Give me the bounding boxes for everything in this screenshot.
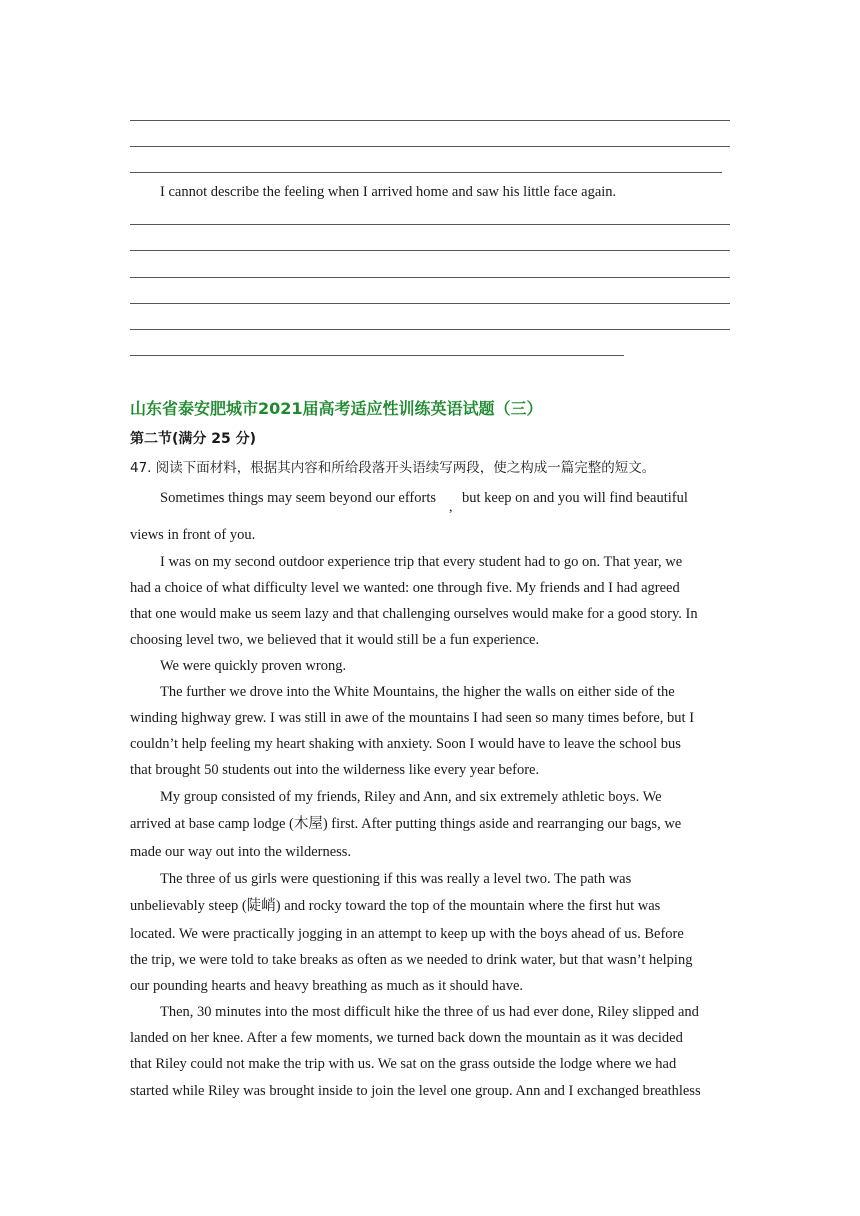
passage-line: landed on her knee. After a few moments, we turned back down the mountain as it was decided: [130, 1030, 683, 1046]
writing-line: [130, 146, 730, 147]
passage-line: our pounding hearts and heavy breathing as much as it should have.: [130, 978, 524, 994]
passage-line: My group consisted of my friends, Riley and Ann, and six extremely athletic boys. We: [160, 789, 662, 805]
writing-line: [130, 355, 624, 356]
passage-line: views in front of you.: [130, 527, 256, 543]
question-instruction: 47. 阅读下面材料，根据其内容和所给段落开头语续写两段，使之构成一篇完整的短文。: [130, 460, 656, 476]
passage-line: but keep on and you will find beautiful: [462, 490, 688, 506]
writing-line: [130, 120, 730, 121]
passage-line: started while Riley was brought inside to join the level one group. Ann and I exchanged breathless: [130, 1083, 701, 1099]
passage-line: made our way out into the wilderness.: [130, 844, 352, 860]
section-heading: 第二节(满分 25 分): [130, 431, 257, 447]
paragraph-prompt: I cannot describe the feeling when I arrived home and saw his little face again.: [160, 184, 617, 200]
exam-title: 山东省泰安肥城市2021届高考适应性训练英语试题（三）: [130, 399, 543, 418]
passage-line: arrived at base camp lodge (木屋) first. After putting things aside and rearranging our bags, we: [130, 816, 682, 832]
writing-line: [130, 303, 730, 304]
passage-line: Then, 30 minutes into the most difficult hike the three of us had ever done, Riley slipped and: [160, 1004, 699, 1020]
passage-line: The further we drove into the White Mountains, the higher the walls on either side of the: [160, 684, 675, 700]
passage-line: I was on my second outdoor experience trip that every student had to go on. That year, we: [160, 554, 683, 570]
passage-line: that brought 50 students out into the wilderness like every year before.: [130, 762, 540, 778]
passage-line: Sometimes things may seem beyond our efforts: [160, 490, 436, 506]
passage-line: had a choice of what difficulty level we wanted: one through five. My friends and I had agreed: [130, 580, 680, 596]
passage-line: that one would make us seem lazy and that challenging ourselves would make for a good story. In: [130, 606, 698, 622]
passage-line: the trip, we were told to take breaks as often as we needed to drink water, but that wasn’t helping: [130, 952, 693, 968]
writing-line: [130, 250, 730, 251]
passage-line: couldn’t help feeling my heart shaking with anxiety. Soon I would have to leave the school bus: [130, 736, 681, 752]
passage-line: choosing level two, we believed that it would still be a fun experience.: [130, 632, 540, 648]
writing-line: [130, 224, 730, 225]
passage-line: that Riley could not make the trip with us. We sat on the grass outside the lodge where we had: [130, 1056, 677, 1072]
writing-line: [130, 172, 722, 173]
passage-line: The three of us girls were questioning if this was really a level two. The path was: [160, 871, 632, 887]
passage-comma: ,: [449, 500, 453, 515]
passage-line: We were quickly proven wrong.: [160, 658, 347, 674]
writing-line: [130, 277, 730, 278]
writing-line: [130, 329, 730, 330]
passage-line: located. We were practically jogging in an attempt to keep up with the boys ahead of us. Before: [130, 926, 684, 942]
passage-line: unbelievably steep (陡峭) and rocky toward the top of the mountain where the first hut was: [130, 898, 661, 914]
passage-line: winding highway grew. I was still in awe of the mountains I had seen so many times before, but I: [130, 710, 695, 726]
